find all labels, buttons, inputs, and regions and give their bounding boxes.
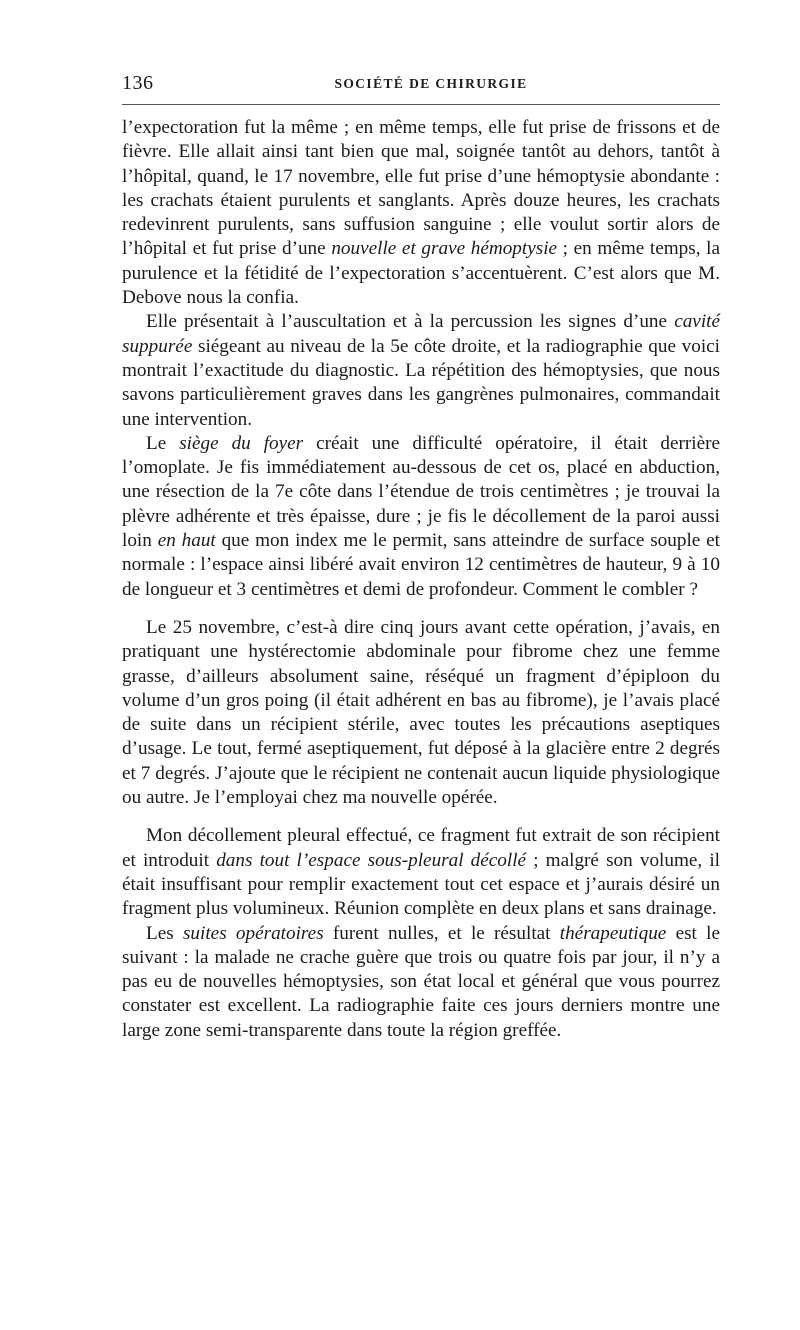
italic-run: en haut xyxy=(157,530,216,552)
text-run: Les xyxy=(146,922,183,944)
italic-run: dans tout l’espace sous-pleural décollé xyxy=(216,849,527,871)
italic-run: nouvelle et grave hémoptysie xyxy=(331,238,558,260)
body-text xyxy=(122,116,720,1043)
italic-run: cavité suppurée xyxy=(122,311,720,357)
text-run: l’expectoration fut la même ; en même temps, elle fut prise de frissons et de fièvre. Elle allait ainsi tant bien que mal, soignée tantôt au dehors, tantôt à l’hôpital, quand, le 17 novembre, elle fut prise d’une hémoptysie abondante : les crachats étaient purulents et sanglants. Après douze heures, les crachats redevinrent purulents, sans suffusion sanguine ; elle voulut sortir alors de l’hôpital et fut prise d’une xyxy=(122,117,720,260)
page-header xyxy=(122,68,720,98)
text-run: Elle présentait à l’auscultation et à la percussion les signes d’une xyxy=(146,311,675,333)
page-number: 136 xyxy=(122,72,154,94)
italic-run: suites opératoires xyxy=(182,922,324,944)
text-run: ; malgré son volume, il était insuffisant pour remplir exactement tout cet espace et j’aurais désiré un fragment plus volumineux. Réunion complète en deux plans et sans drainage. xyxy=(122,849,720,920)
paragraph xyxy=(122,616,720,810)
text-run: ; en même temps, la purulence et la fétidité de l’expectoration s’accentuèrent. C’est alors que M. Debove nous la confia. xyxy=(122,238,720,309)
text-run: Le 25 novembre, c’est-à dire cinq jours avant cette opération, j’avais, en pratiquant une hystérectomie abdominale pour fibrome chez une femme grasse, d’ailleurs absolument saine, réséqué un fragment d’épiploon du volume d’un gros poing (il était adhérent en bas au fibrome), je l’avais placé de suite dans un récipient stérile, avec toutes les précautions aseptiques d’usage. Le tout, fermé aseptiquement, fut déposé à la glacière entre 2 degrés et 7 degrés. J’ajoute que le récipient ne contenait aucun liquide physiologique ou autre. Je l’employai chez ma nouvelle opérée. xyxy=(122,616,720,809)
text-run: Le xyxy=(146,432,180,454)
text-run: est le suivant : la malade ne crache guère que trois ou quatre fois par jour, il n’y a pas eu de nouvelles hémoptysies, son état local et général que vous pourrez constater est excellent. La radiographie faite ces jours derniers montre une large zone semi-transparente dans toute la région greffée. xyxy=(122,922,720,1041)
header-rule xyxy=(122,104,720,105)
paragraph xyxy=(122,922,720,1043)
italic-run: thérapeutique xyxy=(559,922,667,944)
running-title: SOCIÉTÉ DE CHIRURGIE xyxy=(334,76,528,91)
text-run: siégeant au niveau de la 5e côte droite, et la radiographie que voici montrait l’exactitude du diagnostic. La répétition des hémoptysies, que nous savons particulièrement graves dans les gangrènes pulmonaires, commandait une intervention. xyxy=(122,335,720,430)
text-run: que mon index me le permit, sans atteindre de surface souple et normale : l’espace ainsi libéré avait environ 12 centimètres de hauteur, 9 à 10 de longueur et 3 centimètres et demi de profondeur. Comment le combler ? xyxy=(122,530,720,600)
paragraph xyxy=(122,310,720,431)
paragraph xyxy=(122,116,720,310)
paragraph xyxy=(122,432,720,602)
text-run: Mon décollement pleural effectué, ce fragment fut extrait de son récipient et introduit xyxy=(122,825,720,871)
paragraph xyxy=(122,824,720,921)
italic-run: siège du foyer xyxy=(179,432,304,454)
text-run: furent nulles, et le résultat xyxy=(323,922,560,944)
text-run: créait une difficulté opératoire, il était derrière l’omoplate. Je fis immédiatement au-dessous de cet os, placé en abduction, une résection de la 7e côte dans l’étendue de trois centimètres ; je trouvai la plèvre adhérente et très épaisse, dure ; je fis le décollement de la paroi aussi loin xyxy=(122,432,720,552)
